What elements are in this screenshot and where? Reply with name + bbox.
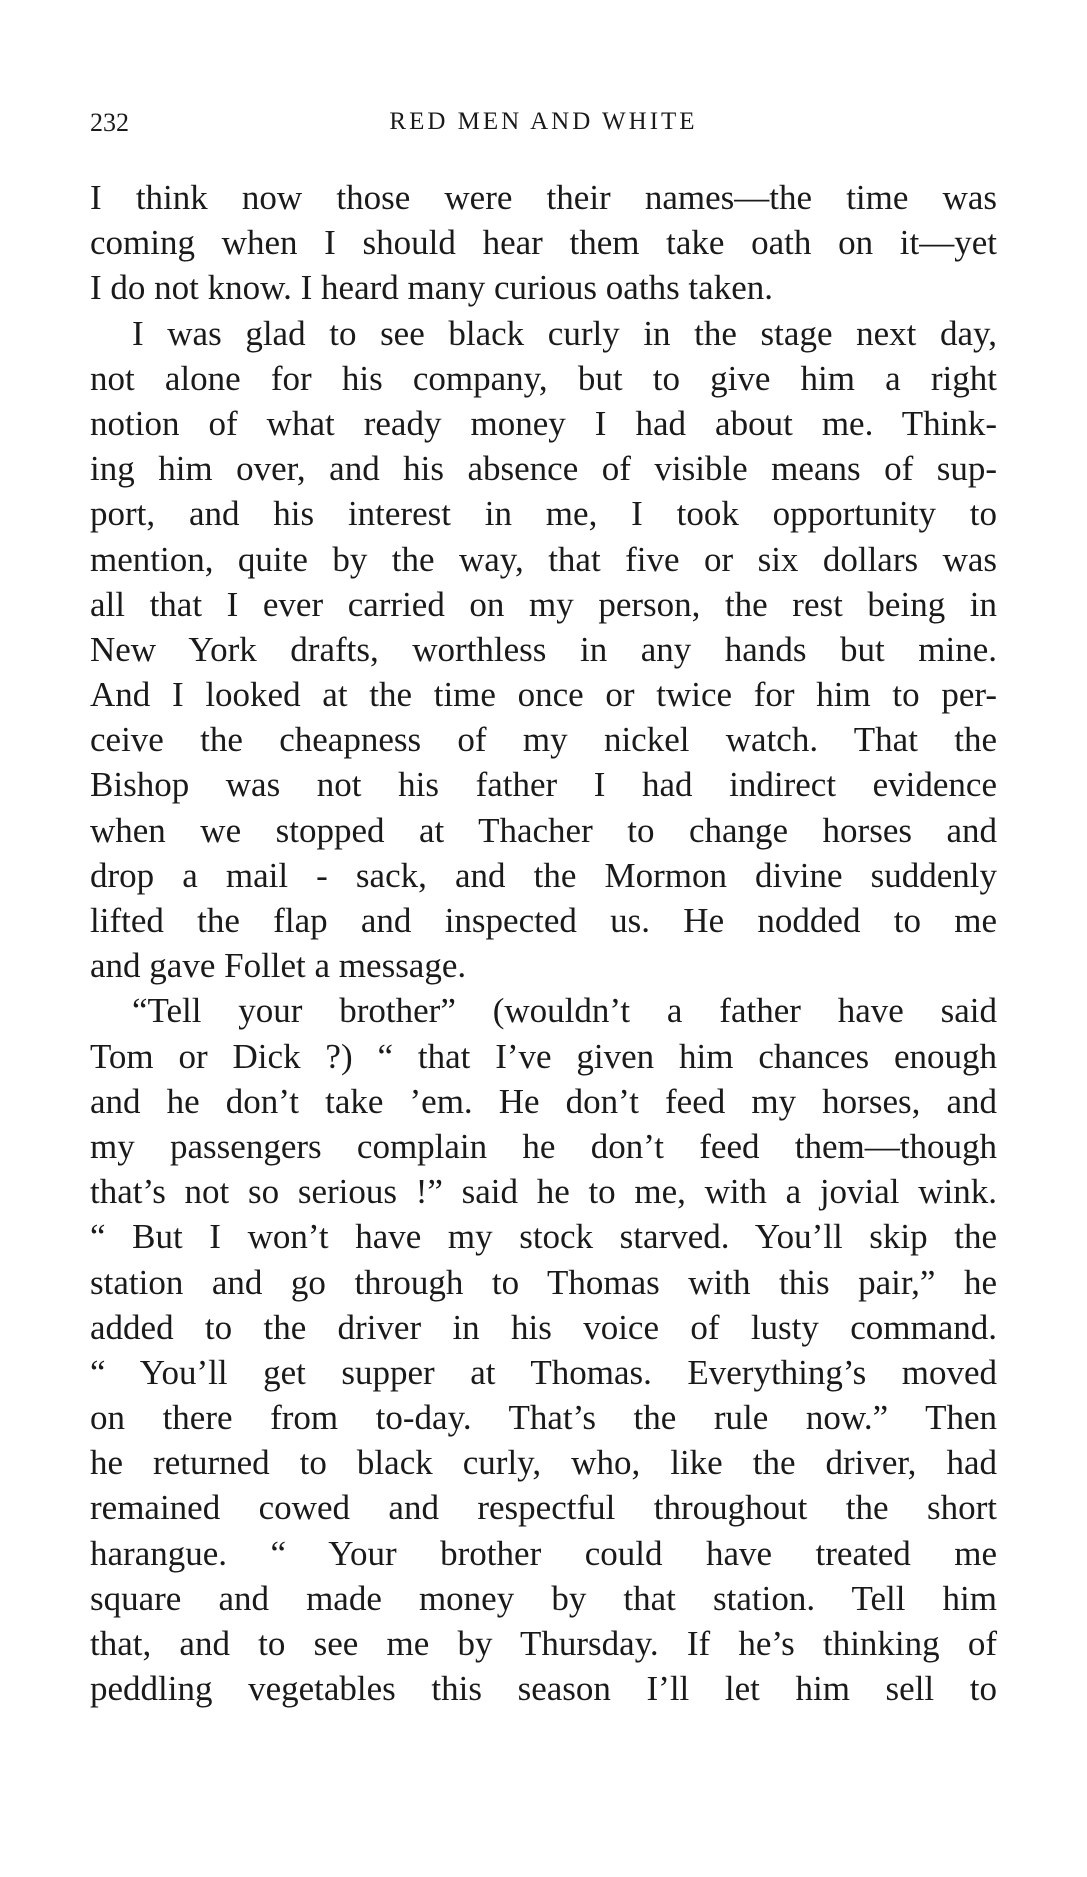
text-line: Bishop was not his father I had indirect evidence xyxy=(90,765,997,805)
running-title: RED MEN AND WHITE xyxy=(389,108,698,135)
text-line: I think now those were their names—the time was xyxy=(90,178,997,217)
text-line: on there from to-day. That’s the rule now.” Then xyxy=(90,1398,997,1438)
text-line: And I looked at the time once or twice for him to per- xyxy=(90,675,997,715)
text-line: port, and his interest in me, I took opportunity to xyxy=(90,494,997,534)
text-line: station and go through to Thomas with this pair,” he xyxy=(90,1262,997,1302)
paragraph-first-line: I was glad to see black curly in the stage next day, xyxy=(132,313,997,353)
text-line: my passengers complain he don’t feed them—though xyxy=(90,1126,997,1166)
text-line: ing him over, and his absence of visible means of sup- xyxy=(90,449,997,489)
text-line: not alone for his company, but to give him a right xyxy=(90,358,997,398)
text-line: when we stopped at Thacher to change horses and xyxy=(90,810,997,850)
text-line: New York drafts, worthless in any hands but mine. xyxy=(90,629,997,669)
text-line: “ But I won’t have my stock starved. You’ll skip the xyxy=(90,1217,997,1257)
text-line: and he don’t take ’em. He don’t feed my horses, and xyxy=(90,1081,997,1121)
text-line: notion of what ready money I had about me. Think- xyxy=(90,403,997,443)
text-line: square and made money by that station. Tell him xyxy=(90,1578,997,1618)
paragraph-first-line: “Tell your brother” (wouldn’t a father have said xyxy=(132,991,997,1031)
text-line: Tom or Dick ?) “ that I’ve given him chances enough xyxy=(90,1036,997,1076)
running-head xyxy=(90,100,997,140)
text-line: and gave Follet a message. xyxy=(90,946,467,986)
text-line: mention, quite by the way, that five or six dollars was xyxy=(90,539,997,579)
text-line: ceive the cheapness of my nickel watch. That the xyxy=(90,720,997,760)
text-line: harangue. “ Your brother could have treated me xyxy=(90,1533,997,1573)
text-line: he returned to black curly, who, like the driver, had xyxy=(90,1443,997,1483)
text-line: added to the driver in his voice of lusty command. xyxy=(90,1307,997,1347)
text-line: all that I ever carried on my person, the rest being in xyxy=(90,584,997,624)
text-line: peddling vegetables this season I’ll let him sell to xyxy=(90,1669,997,1709)
text-line: drop a mail - sack, and the Mormon divine suddenly xyxy=(90,855,997,895)
text-line: that’s not so serious !” said he to me, with a jovial wink. xyxy=(90,1172,997,1212)
body-text xyxy=(90,175,997,1711)
text-line: lifted the flap and inspected us. He nodded to me xyxy=(90,901,997,940)
text-line: that, and to see me by Thursday. If he’s thinking of xyxy=(90,1624,997,1663)
text-line: I do not know. I heard many curious oaths taken. xyxy=(90,268,773,308)
page-number: 232 xyxy=(90,108,129,137)
text-line: “ You’ll get supper at Thomas. Everything’s moved xyxy=(90,1352,997,1392)
text-line: coming when I should hear them take oath on it—yet xyxy=(90,223,997,263)
text-line: remained cowed and respectful throughout the short xyxy=(90,1488,997,1528)
